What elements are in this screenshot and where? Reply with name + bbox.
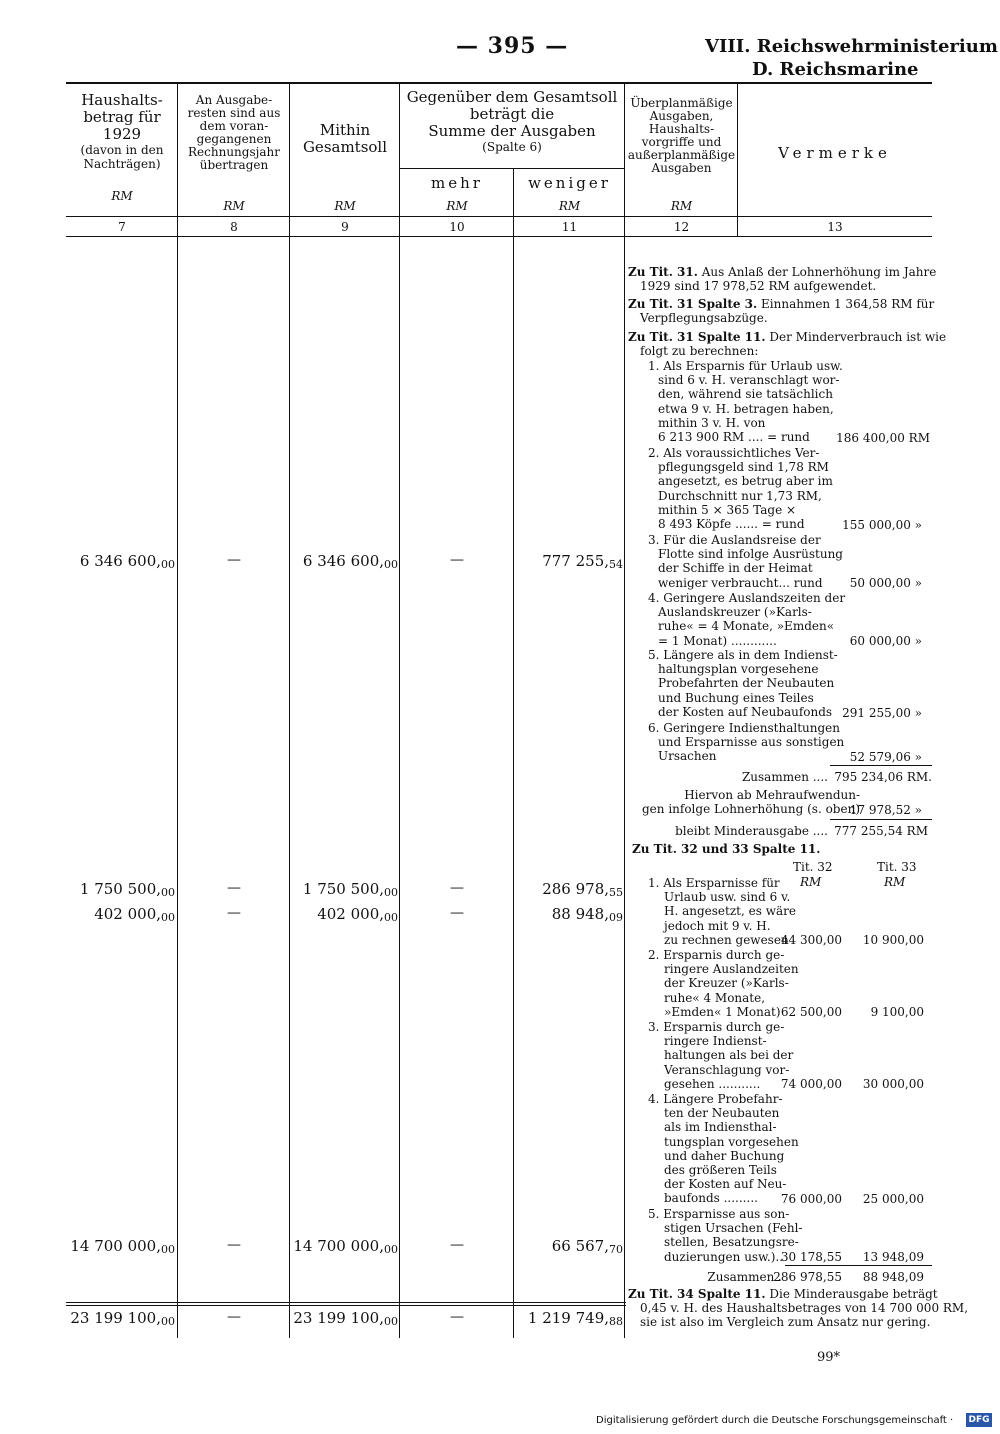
ministry-title: VIII. Reichswehrministerium: [705, 36, 998, 57]
sum-rule: [830, 819, 932, 820]
col-divider: [737, 82, 738, 236]
total-c9: 23 199 $100,_{00}$: [293, 1309, 398, 1328]
col-number: 11: [561, 220, 578, 234]
unit-label: RM: [446, 199, 468, 213]
table-top-rule: [66, 82, 932, 84]
tit32-header: Tit. 32: [793, 860, 833, 874]
cell-c10: —: [450, 552, 464, 568]
total-top-rule: [66, 1302, 626, 1303]
col-number: 7: [118, 220, 126, 234]
note-tit31-sp11: Zu Tit. 31 Spalte 11. Der Minderverbrauch ist wie folgt zu berechnen:: [628, 330, 947, 359]
total-top-rule-2: [66, 1305, 626, 1306]
item32-3-a: 74 000,00: [780, 1077, 842, 1091]
unit-label: RM: [334, 199, 356, 213]
col-number: 8: [230, 220, 238, 234]
note-tit32-33: Zu Tit. 32 und 33 Spalte 11.: [632, 842, 821, 856]
remainder-amount: 777 255,54 RM: [834, 824, 928, 838]
sum-rule: [785, 1265, 932, 1266]
cell-c8: —: [227, 552, 241, 568]
sum2-a: 286 978,55: [773, 1270, 842, 1284]
total-c7: 23 199 $100,_{00}$: [70, 1309, 175, 1328]
mehr-weniger-rule: [399, 168, 624, 169]
unit-label: RM: [800, 875, 822, 889]
cell-c11: 286 $978,_{55}$: [542, 880, 623, 899]
item32-5: 5. Ersparnisse aus son- stigen Ursachen (Fehl- stellen, Besatzungsre- duzierungen usw.)..: [648, 1207, 803, 1264]
item32-3-b: 30 000,00: [862, 1077, 924, 1091]
col7-header: Haushalts- betrag für 1929 (davon in den Nachträgen): [80, 91, 164, 171]
cell-c11: 66 $567,_{70}$: [551, 1237, 623, 1256]
item32-5-a: 30 178,55: [780, 1250, 842, 1264]
sum2-b: 88 948,09: [862, 1270, 924, 1284]
cell-c9: 1 750 $500,_{00}$: [302, 880, 398, 899]
cell-c11: 777 $255,_{54}$: [542, 552, 623, 571]
note-tit31: Zu Tit. 31. Aus Anlaß der Lohnerhöhung im Jahre 1929 sind 17 978,52 RM aufgewendet.: [628, 265, 937, 294]
col-number: 9: [341, 220, 349, 234]
col8-header: An Ausgabe- resten sind aus dem voran- gegangenen Rechnungsjahr übertragen: [187, 93, 281, 172]
cell-c7: 6 346 $600,_{00}$: [79, 552, 175, 571]
unit-label: RM: [111, 189, 133, 203]
cell-c10: —: [450, 1237, 464, 1253]
item32-3: 3. Ersparnis durch ge- ringere Indienst- haltungen als bei der Veranschlagung vor- gesehen ...........: [648, 1020, 794, 1091]
col-divider: [177, 82, 178, 1338]
cell-c8: —: [227, 880, 241, 896]
col-divider: [624, 82, 625, 1338]
item32-4: 4. Längere Probefahr- ten der Neubauten als im Indiensthal- tungsplan vorgesehen und daher Buchung des größeren Teils der Kosten auf Neu- baufonds .........: [648, 1092, 799, 1206]
sum2-label: Zusammen .: [707, 1270, 782, 1284]
cell-c10: —: [450, 880, 464, 896]
item31-2: 2. Als voraussichtliches Ver- pflegungsgeld sind 1,78 RM angesetzt, es betrug aber im Durchschnitt nur 1,73 RM, mithin 5 × 365 Tage × 8 493 Köpfe ...... = rund: [648, 446, 833, 532]
cell-c10: —: [450, 905, 464, 921]
item31-5-amount: 291 255,00 »: [842, 706, 922, 720]
cell-c11: 88 $948,_{09}$: [551, 905, 623, 924]
cell-c9: 402 $000,_{00}$: [317, 905, 398, 924]
col10-11-header: Gegenüber dem Gesamtsoll beträgt die Summe der Ausgaben (Spalte 6): [406, 88, 618, 154]
col-divider: [289, 82, 290, 1338]
item32-2: 2. Ersparnis durch ge- ringere Auslandzeiten der Kreuzer (»Karls- ruhe« 4 Monate, »Emden« 1 Monat): [648, 948, 799, 1019]
item32-1-a: 44 300,00: [780, 933, 842, 947]
tit33-header: Tit. 33: [877, 860, 917, 874]
cell-c7: 14 700 $000,_{00}$: [70, 1237, 175, 1256]
cell-c9: 6 346 $600,_{00}$: [302, 552, 398, 571]
item31-3: 3. Für die Auslandsreise der Flotte sind infolge Ausrüstung der Schiffe in der Heimat weniger verbraucht... rund: [648, 533, 843, 590]
item32-1: 1. Als Ersparnisse für Urlaub usw. sind 6 v. H. angesetzt, es wäre jedoch mit 9 v. H. zu rechnen gewesen: [648, 876, 796, 947]
item31-2-amount: 155 000,00 »: [842, 518, 922, 532]
unit-label: RM: [223, 199, 245, 213]
cell-c9: 14 700 $000,_{00}$: [293, 1237, 398, 1256]
sum1-amount: 795 234,06 RM.: [834, 770, 932, 784]
total-c11: 1 219 $749,_{88}$: [527, 1309, 623, 1328]
item32-2-b: 9 100,00: [870, 1005, 924, 1019]
unit-label: RM: [670, 199, 693, 213]
item32-1-b: 10 900,00: [862, 933, 924, 947]
digitization-footer: Digitalisierung gefördert durch die Deutsche Forschungsgemeinschaft ·: [596, 1415, 954, 1426]
less-amount: 17 978,52 »: [849, 803, 922, 817]
total-c10: —: [450, 1309, 464, 1325]
col9-header: Mithin Gesamtsoll: [302, 121, 388, 156]
section-title: D. Reichsmarine: [752, 59, 919, 80]
item32-4-b: 25 000,00: [862, 1192, 924, 1206]
cell-c7: 402 $000,_{00}$: [94, 905, 175, 924]
col-number: 12: [673, 220, 690, 234]
item31-1-amount: 186 400,00 RM: [836, 431, 930, 445]
col11-header: weniger: [528, 174, 611, 192]
page-mark: 99*: [817, 1350, 841, 1365]
item31-4-amount: 60 000,00 »: [849, 634, 922, 648]
less-label: Hiervon ab Mehraufwendun- gen infolge Lohnerhöhung (s. oben): [642, 788, 861, 817]
page-number: — 395 —: [456, 33, 569, 59]
col12-header: Überplanmäßige Ausgaben, Haushalts- vorgriffe und außerplanmäßige Ausgaben: [627, 96, 736, 175]
cell-c8: —: [227, 1237, 241, 1253]
colnum-bottom-rule: [66, 236, 932, 237]
remainder-label: bleibt Minderausgabe ....: [675, 824, 828, 838]
item31-1: 1. Als Ersparnis für Urlaub usw. sind 6 v. H. veranschlagt wor- den, während sie tatsächlich etwa 9 v. H. betragen haben, mithin 3 v. H. von 6 213 900 RM .... = rund: [648, 359, 843, 445]
unit-label: RM: [558, 199, 581, 213]
total-c8: —: [227, 1309, 241, 1325]
item31-5: 5. Längere als in dem Indienst- haltungsplan vorgesehene Probefahrten der Neubauten und Buchung eines Teiles der Kosten auf Neubaufonds: [648, 648, 838, 719]
dfg-logo: DFG: [966, 1413, 992, 1427]
sum-rule: [830, 765, 932, 766]
item31-4: 4. Geringere Auslandszeiten der Auslandskreuzer (»Karls- ruhe« = 4 Monate, »Emden« = 1 Monat) ............: [648, 591, 846, 648]
item32-2-a: 62 500,00: [780, 1005, 842, 1019]
col-divider: [513, 168, 514, 1338]
col-number: 13: [827, 220, 843, 234]
col-number: 10: [449, 220, 465, 234]
item31-6-amount: 52 579,06 »: [849, 750, 922, 764]
item32-5-b: 13 948,09: [862, 1250, 924, 1264]
note-tit34: Zu Tit. 34 Spalte 11. Die Minderausgabe beträgt 0,45 v. H. des Haushaltsbetrages von 14 700 000 RM, sie ist also im Vergleich zum Ansatz nur gering.: [628, 1287, 969, 1330]
item32-4-a: 76 000,00: [780, 1192, 842, 1206]
col-divider: [399, 82, 400, 1338]
header-bottom-rule: [66, 216, 932, 217]
cell-c7: 1 750 $500,_{00}$: [79, 880, 175, 899]
item31-3-amount: 50 000,00 »: [849, 576, 922, 590]
sum1-label: Zusammen ....: [741, 770, 828, 784]
col13-header: Vermerke: [778, 144, 892, 162]
item31-6: 6. Geringere Indiensthaltungen und Ersparnisse aus sonstigen Ursachen: [648, 721, 845, 764]
unit-label: RM: [884, 875, 906, 889]
cell-c8: —: [227, 905, 241, 921]
col10-header: mehr: [431, 174, 483, 192]
note-tit31-sp3: Zu Tit. 31 Spalte 3. Einnahmen 1 364,58 RM für Verpflegungsabzüge.: [628, 297, 935, 326]
